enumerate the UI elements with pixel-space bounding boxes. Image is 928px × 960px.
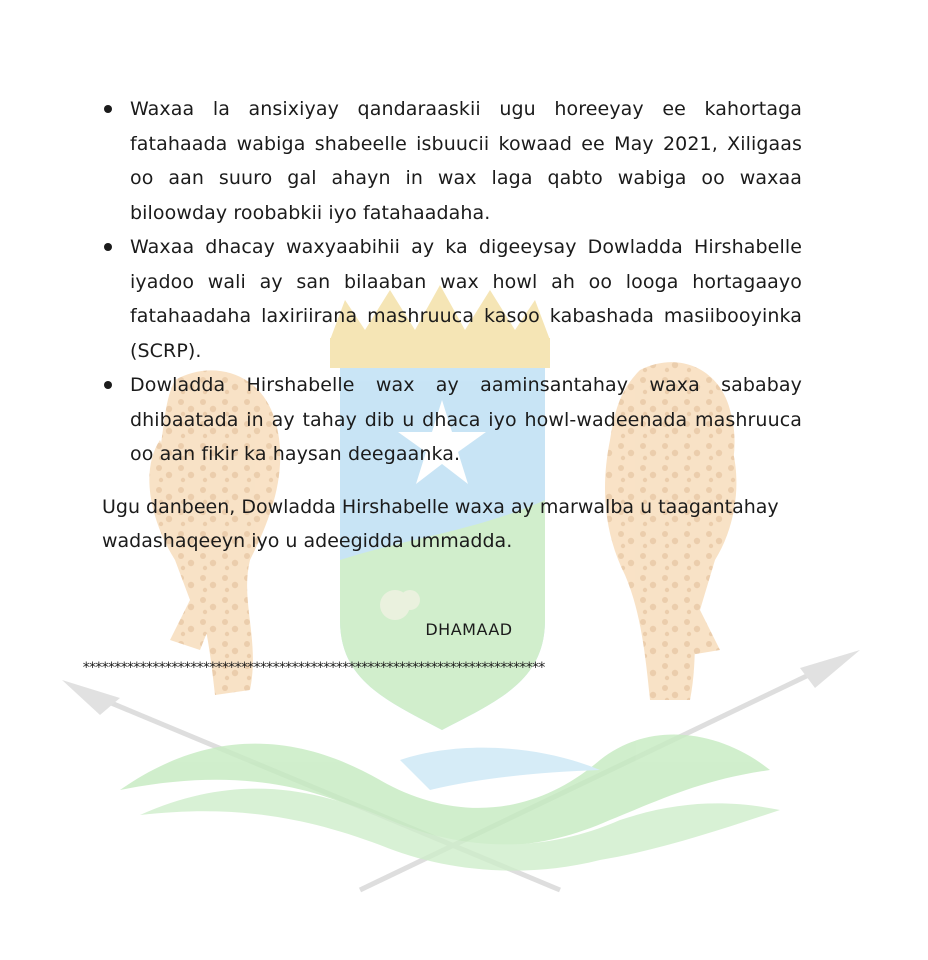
- bullet-icon: [104, 243, 112, 251]
- bullet-text: Dowladda Hirshabelle wax ay aaminsantahay waxa sababay dhibaatada in ay tahay dib u dhaca iyo howl-wadeenada mashruuca oo aan fikir ka haysan deegaanka.: [130, 374, 802, 465]
- river-waves-icon: [120, 735, 780, 871]
- bullet-icon: [104, 381, 112, 389]
- bullet-item-1: [102, 92, 802, 230]
- document-body: [102, 92, 802, 559]
- bullet-icon: [104, 105, 112, 113]
- end-label: DHAMAAD: [425, 620, 513, 639]
- asterisk-separator: *************************************************************************: [82, 660, 544, 676]
- bullet-list: [102, 92, 802, 472]
- closing-paragraph: Ugu danbeen, Dowladda Hirshabelle waxa ay marwalba u taagantahay wadashaqeeyn iyo u adeegidda ummadda.: [102, 495, 779, 552]
- bullet-item-2: [102, 230, 802, 368]
- bullet-text: Waxaa la ansixiyay qandaraaskii ugu horeeyay ee kahortaga fatahaada wabiga shabeelle isbuucii kowaad ee May 2021, Xiligaas oo aan suuro gal ahayn in wax laga qabto wabiga oo waxaa biloowday roobabkii iyo fatahaadaha.: [130, 98, 802, 224]
- end-label-wrapper: [0, 620, 928, 639]
- bullet-item-3: [102, 368, 802, 472]
- bullet-text: Waxaa dhacay waxyaabihii ay ka digeeysay Dowladda Hirshabelle iyadoo wali ay san bilaaban wax howl ah oo looga hortagaayo fatahaadaha laxiriirana mashruuca kasoo kabashada masiibooyinka (SCRP).: [130, 236, 802, 362]
